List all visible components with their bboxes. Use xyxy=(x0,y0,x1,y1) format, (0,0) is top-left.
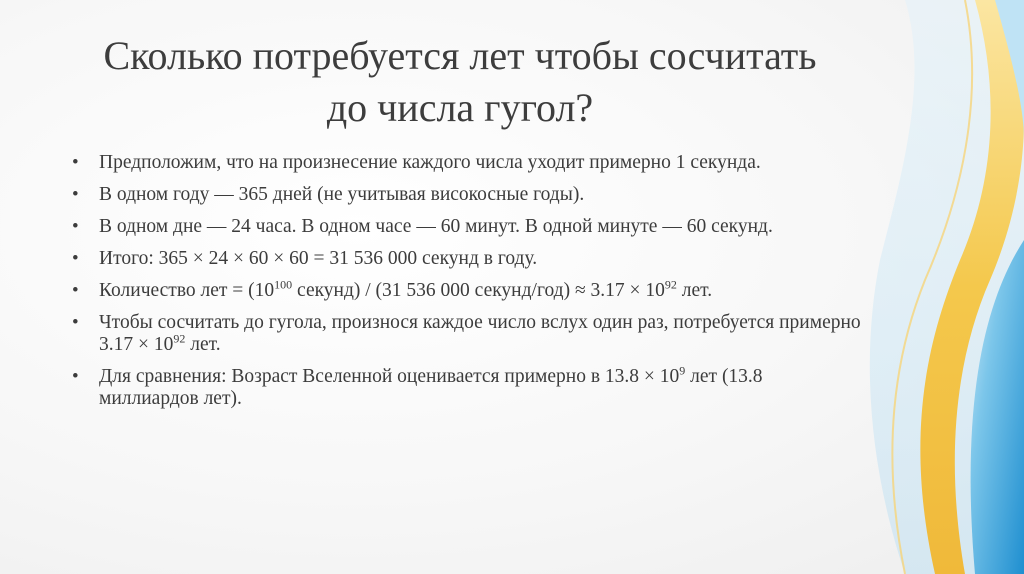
bullet-text xyxy=(99,363,763,409)
bullet-item xyxy=(72,277,862,302)
text-part: лет. xyxy=(185,334,221,355)
bullet-text xyxy=(99,312,861,355)
exponent: 92 xyxy=(173,331,186,346)
bullet-text: Итого: 365 × 24 × 60 × 60 = 31 536 000 секунд в году. xyxy=(99,248,538,269)
text-part: Чтобы сосчитать до гугола, произнося каждое число вслух один раз, потребуется примерно 3.17 × 10 xyxy=(99,312,861,355)
bullet-text: Предположим, что на произнесение каждого числа уходит примерно 1 секунда. xyxy=(99,152,761,173)
bullet-marker: • xyxy=(72,312,79,333)
bullet-marker: • xyxy=(72,366,79,387)
bullet-marker: • xyxy=(72,248,79,269)
bullet-item xyxy=(72,312,862,356)
bullet-list xyxy=(72,152,862,420)
slide-title: Сколько потребуется лет чтобы сосчитать до числа гугол? xyxy=(103,33,817,130)
bullet-text: В одном дне — 24 часа. В одном часе — 60 минут. В одной минуте — 60 секунд. xyxy=(99,216,773,237)
bullet-marker: • xyxy=(72,280,79,301)
bullet-item xyxy=(72,248,862,270)
bullet-text xyxy=(99,277,713,301)
bullet-marker: • xyxy=(72,152,79,173)
exponent: 92 xyxy=(664,277,677,292)
bullet-item xyxy=(72,152,862,174)
text-part: Количество лет = (10 xyxy=(99,280,275,301)
text-part: Для сравнения: Возраст Вселенной оценивается примерно в 13.8 × 10 xyxy=(99,366,680,387)
bullet-text: В одном году — 365 дней (не учитывая високосные годы). xyxy=(99,184,585,205)
bullet-marker: • xyxy=(72,184,79,205)
text-part: секунд) / (31 536 000 секунд/год) ≈ 3.17 × 10 xyxy=(292,280,665,301)
bullet-item xyxy=(72,363,862,410)
text-part: лет. xyxy=(676,280,713,301)
text-part: лет (13.8 миллиардов лет). xyxy=(99,366,763,409)
bullet-item xyxy=(72,184,862,206)
exponent: 100 xyxy=(274,277,293,292)
exponent: 9 xyxy=(679,363,686,378)
bullet-marker: • xyxy=(72,216,79,237)
bullet-item xyxy=(72,216,862,238)
